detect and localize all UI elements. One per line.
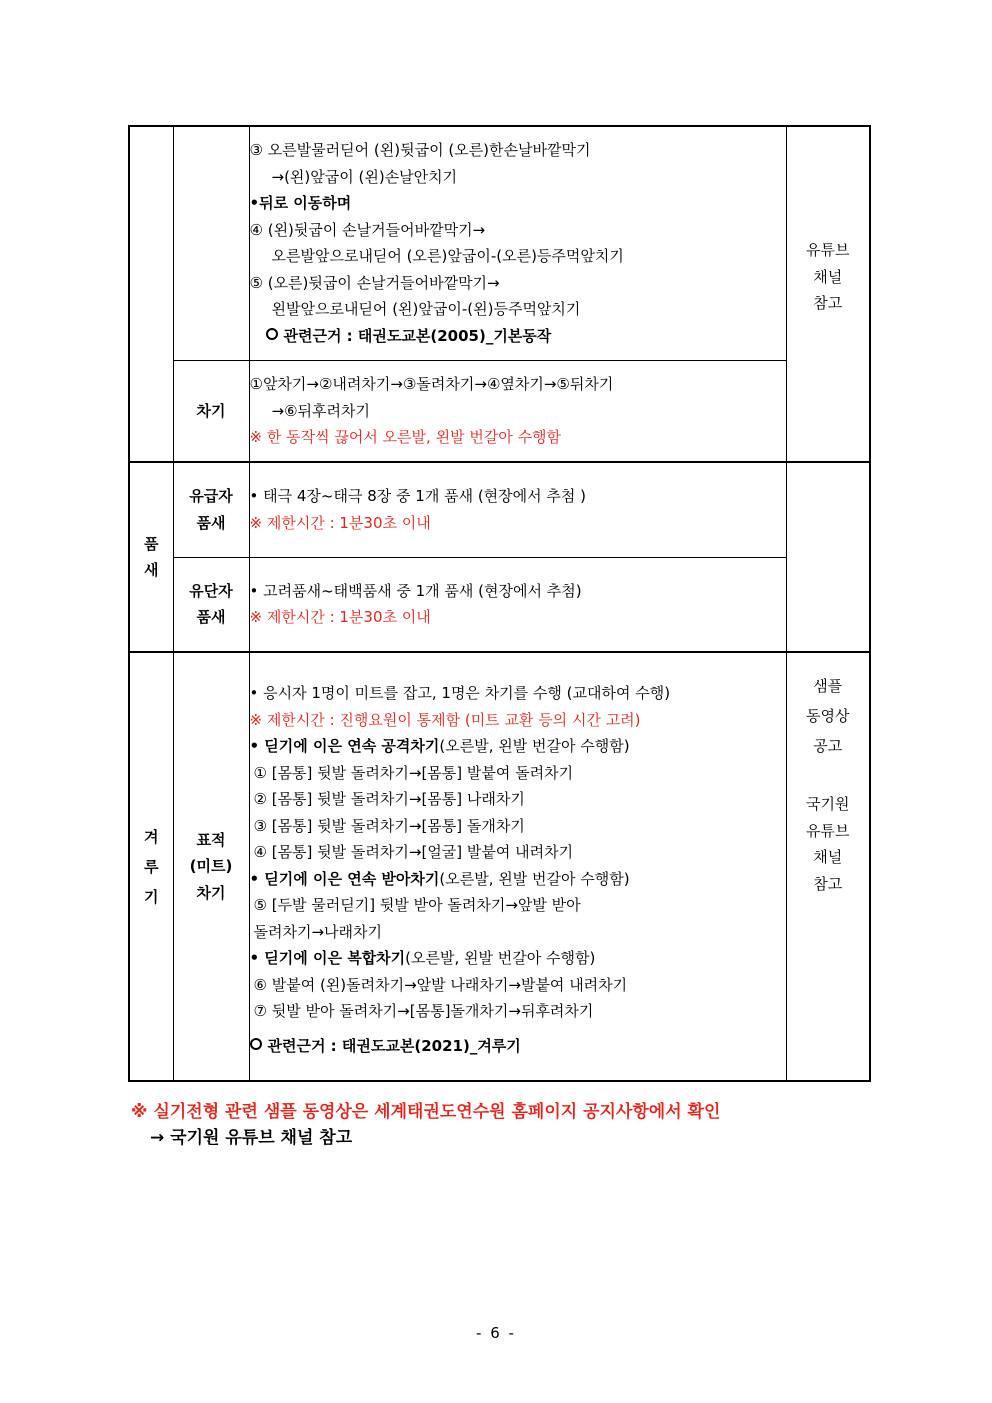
basic-moves-reference (250, 323, 786, 350)
poomsae-dan-label-text: 유단자 품새 (189, 581, 233, 627)
basic-moves-row (129, 126, 870, 360)
poomsae-category (129, 462, 173, 652)
move-backward-heading: •뒤로 이동하며 (249, 194, 352, 213)
section1-label-cell (173, 126, 249, 360)
kyorugi-group3-heading (250, 945, 786, 972)
poomsae-kyu-row (129, 462, 870, 557)
poomsae-dan-row (129, 557, 870, 652)
kicks-line-1: ①앞차기→②내려차기→③돌려차기→④옆차기→⑤뒤차기 (249, 375, 614, 393)
kicks-label: 차기 (173, 360, 249, 462)
poomsae-note-cell (786, 462, 870, 652)
kyorugi-item-4: ④ [몸통] 뒷발 돌려차기→[얼굴] 발붙여 내려차기 (253, 843, 574, 861)
section1-category-cell (129, 126, 173, 462)
kyorugi-group1-tail: (오른발, 왼발 번갈아 수행함) (439, 737, 630, 755)
exam-table (128, 125, 871, 1082)
sample-note-1: 샘플 (813, 677, 843, 695)
kyorugi-group1-heading (250, 733, 786, 760)
poomsae-dan-time: ※ 제한시간 : 1분30초 이내 (249, 608, 431, 627)
basic-moves-content (249, 126, 786, 360)
ring-bullet-icon (266, 328, 278, 340)
kyorugi-reference (250, 1033, 786, 1060)
kyorugi-category-text: 겨 루 기 (144, 827, 159, 906)
poomsae-kyu-label (173, 462, 249, 557)
section1-note-cell (786, 126, 870, 462)
poomsae-kyu-line: • 태극 4장~태극 8장 중 1개 품새 (현장에서 추첨 ) (249, 487, 587, 506)
poomsae-kyu-label-text: 유급자 품새 (189, 487, 233, 532)
move-line-5-cont: 왼발앞으로내딛어 (왼)앞굽이-(왼)등주먹앞치기 (271, 300, 581, 319)
poomsae-category-text: 품 새 (144, 534, 159, 579)
poomsae-kyu-content (249, 462, 786, 557)
kyorugi-item-6: ⑥ 발붙여 (왼)돌려차기→앞발 나래차기→발붙여 내려차기 (253, 975, 628, 994)
kyorugi-group3-tail: (오른발, 왼발 번갈아 수행함) (405, 949, 596, 967)
kyorugi-item-5-cont: 돌려차기→나래차기 (253, 922, 382, 941)
page-number: - 6 - (476, 1324, 516, 1342)
poomsae-dan-line: • 고려품새~태백품새 중 1개 품새 (현장에서 추첨) (249, 581, 582, 600)
sample-note-3: 공고 (813, 737, 843, 755)
poomsae-dan-content (249, 557, 786, 652)
ring-bullet-icon (250, 1038, 262, 1050)
poomsae-dan-label (173, 557, 249, 652)
kyorugi-label (173, 652, 249, 1081)
spacer (250, 1025, 786, 1033)
move-line-4-cont: 오른발앞으로내딛어 (오른)앞굽이-(오른)등주먹앞치기 (271, 247, 624, 266)
kyorugi-item-7: ⑦ 뒷발 받아 돌려차기→[몸통]돌개차기→뒤후려차기 (253, 1002, 594, 1020)
kicks-row (129, 360, 870, 462)
kyorugi-group2-head: • 딛기에 이은 연속 받아차기 (249, 869, 440, 888)
kukkiwon-youtube-note: 국기원 유튜브 채널 참고 (806, 795, 850, 893)
kyorugi-item-1: ① [몸통] 뒷발 돌려차기→[몸통] 발붙여 돌려차기 (253, 763, 574, 782)
kicks-note: ※ 한 동작씩 끊어서 오른발, 왼발 번갈아 수행함 (249, 428, 562, 446)
move-line-3: ③ 오른발물러딛어 (왼)뒷굽이 (오른)한손날바깥막기 (249, 141, 591, 160)
kyorugi-item-3: ③ [몸통] 뒷발 돌려차기→[몸통] 돌개차기 (253, 816, 525, 835)
kyorugi-category (129, 652, 173, 1081)
kyorugi-group2-tail: (오른발, 왼발 번갈아 수행함) (439, 869, 630, 888)
kicks-line-2: →⑥뒤후려차기 (271, 401, 370, 420)
kyorugi-reference-text: 관련근거 : 태권도교본(2021)_겨루기 (267, 1036, 521, 1055)
sample-note-2: 동영상 (806, 707, 850, 725)
youtube-note: 유튜브 채널 참고 (806, 241, 850, 313)
kyorugi-item-2: ② [몸통] 뒷발 돌려차기→[몸통] 나래차기 (253, 790, 525, 808)
kyorugi-group1-head: • 딛기에 이은 연속 공격차기 (249, 737, 440, 755)
kyorugi-time-note: ※ 제한시간 : 진행요원이 통제함 (미트 교환 등의 시간 고려) (249, 710, 641, 729)
kyorugi-label-text: 표적 (미트) 차기 (189, 830, 233, 902)
kyorugi-content (249, 652, 786, 1081)
kyorugi-item-5: ⑤ [두발 물러딛기] 뒷발 받아 돌려차기→앞발 받아 (253, 896, 581, 914)
kicks-content (249, 360, 786, 462)
kyorugi-row (129, 652, 870, 1081)
footer-sub: → 국기원 유튜브 채널 참고 (150, 1128, 353, 1148)
basic-moves-reference-text: 관련근거 : 태권도교본(2005)_기본동작 (283, 326, 552, 345)
kyorugi-group2-heading (250, 866, 786, 893)
kyorugi-note-cell (786, 652, 870, 1081)
move-line-3-cont: →(왼)앞굽이 (왼)손날안치기 (271, 167, 458, 186)
move-line-4: ④ (왼)뒷굽이 손날거들어바깥막기→ (249, 220, 486, 239)
move-line-5: ⑤ (오른)뒷굽이 손날거들어바깥막기→ (249, 273, 500, 292)
footer-note: ※ 실기전형 관련 샘플 동영상은 세계태권도연수원 홈페이지 공지사항에서 확인 (131, 1102, 721, 1122)
poomsae-kyu-time: ※ 제한시간 : 1분30초 이내 (249, 513, 431, 532)
kyorugi-group3-head: • 딛기에 이은 복합차기 (249, 949, 406, 967)
kyorugi-line-1: • 응시자 1명이 미트를 잡고, 1명은 차기를 수행 (교대하여 수행) (249, 684, 671, 702)
